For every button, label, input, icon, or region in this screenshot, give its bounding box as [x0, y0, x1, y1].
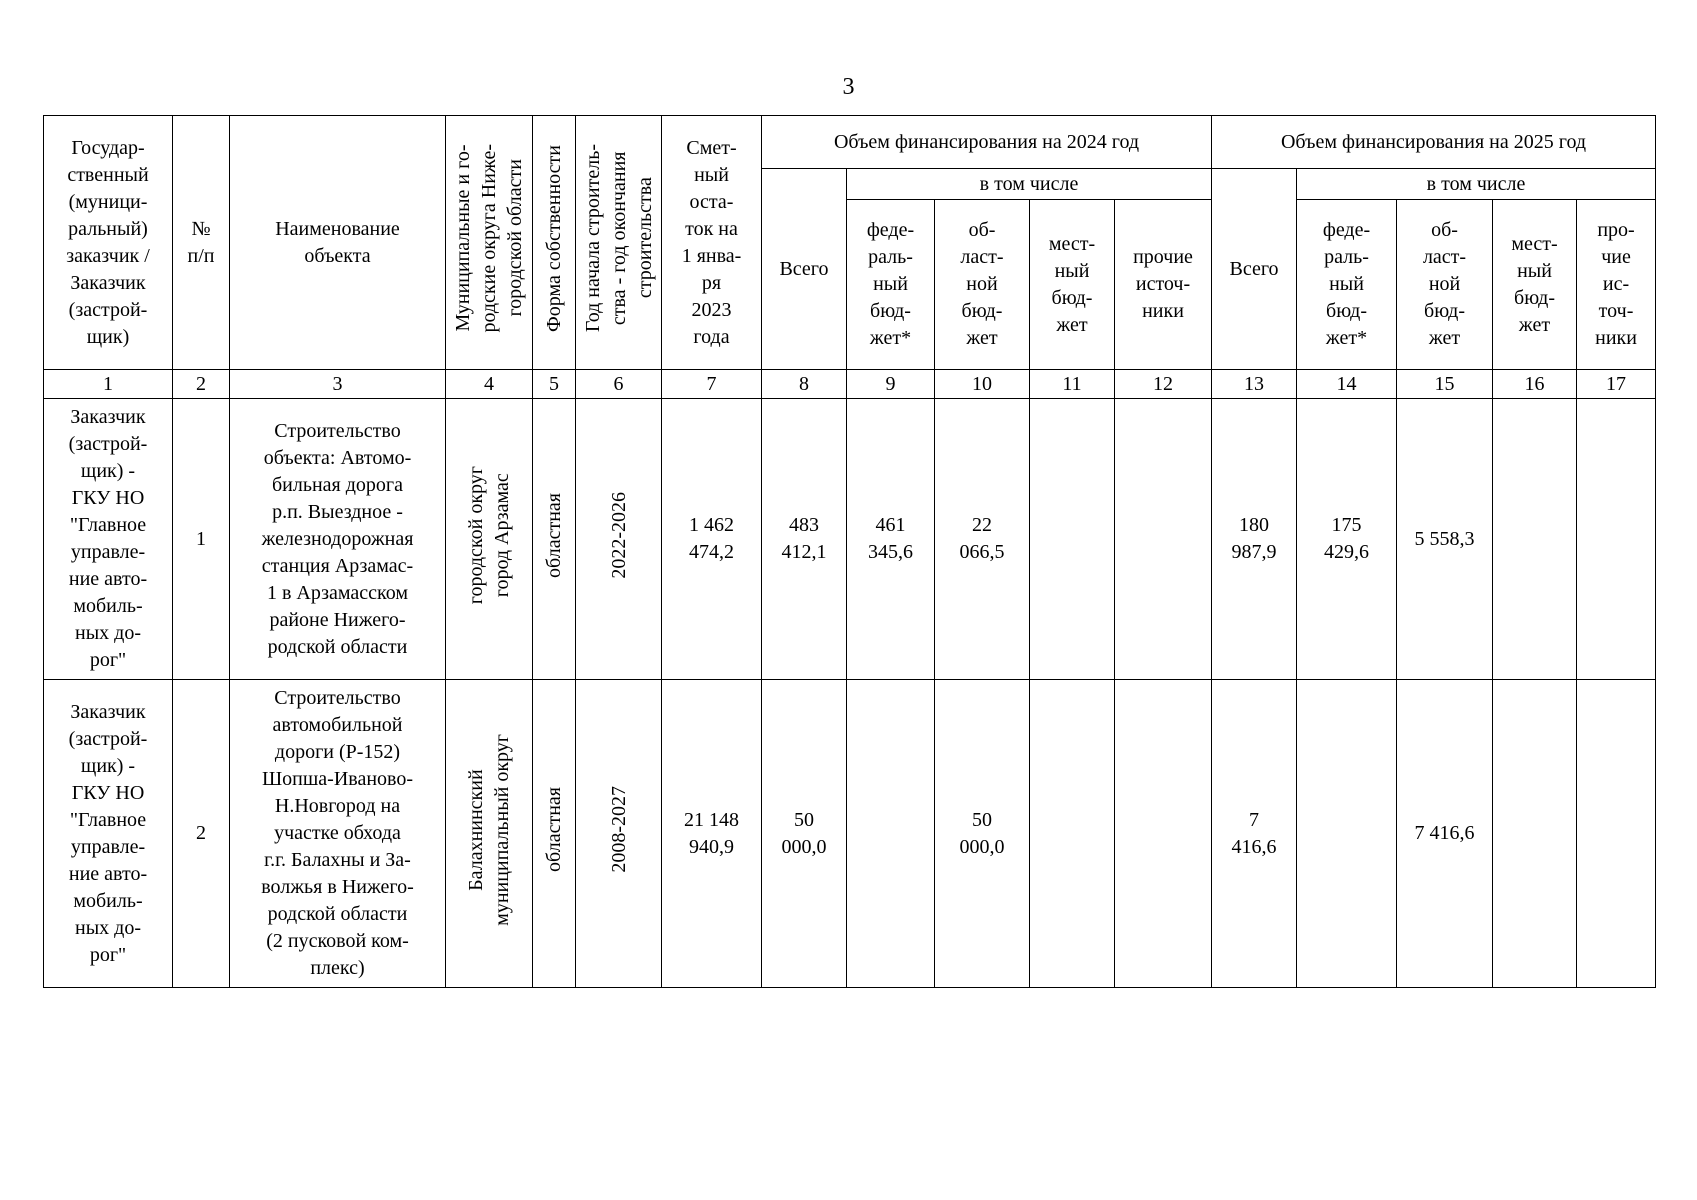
row-other-2025 [1577, 680, 1656, 988]
row-local-2025 [1493, 680, 1577, 988]
row-municipal-district: Балахнинский муниципальный округ [465, 733, 513, 926]
header-local-2024: мест- ный бюд- жет [1030, 200, 1115, 370]
header-object-name: Наименование объекта [230, 116, 446, 370]
row-local-2024 [1030, 399, 1115, 680]
column-number: 17 [1577, 370, 1656, 399]
table-row [44, 680, 1656, 988]
column-number: 10 [935, 370, 1030, 399]
header-construction-years: Год начала строитель- ства - год окончания строительства [582, 144, 656, 333]
column-number: 12 [1115, 370, 1212, 399]
header-customer: Государ- ственный (муници- pальный) заказчик / Заказчик (застрой- щик) [44, 116, 173, 370]
row-number: 1 [173, 399, 230, 680]
column-number: 4 [446, 370, 533, 399]
row-construction-years-cell [576, 399, 662, 680]
column-number: 2 [173, 370, 230, 399]
header-other-2024: прочие источ- ники [1115, 200, 1212, 370]
header-ownership-form: Форма собственности [543, 145, 565, 332]
row-number: 2 [173, 680, 230, 988]
row-ownership-form: областная [543, 492, 565, 578]
row-other-2025 [1577, 399, 1656, 680]
row-ownership-form-cell [533, 399, 576, 680]
row-estimated-balance: 1 462 474,2 [662, 399, 762, 680]
row-municipal-district-cell [446, 399, 533, 680]
row-construction-years-cell [576, 680, 662, 988]
row-federal-2025 [1297, 680, 1397, 988]
column-number: 16 [1493, 370, 1577, 399]
header-including-2025: в том числе [1297, 169, 1656, 200]
row-regional-2025: 5 558,3 [1397, 399, 1493, 680]
header-regional-2024: об- ласт- ной бюд- жет [935, 200, 1030, 370]
row-other-2024 [1115, 399, 1212, 680]
row-other-2024 [1115, 680, 1212, 988]
column-numbers-row [44, 370, 1656, 399]
header-number: № п/п [173, 116, 230, 370]
row-construction-years: 2008-2027 [607, 786, 630, 873]
construction-financing-table [43, 115, 1656, 988]
row-customer: Заказчик (застрой- щик) - ГКУ НО "Главное управле- ние авто- мобиль- ных до- рог" [44, 399, 173, 680]
header-construction-years-cell [576, 116, 662, 370]
row-regional-2024: 22 066,5 [935, 399, 1030, 680]
row-total-2025: 7 416,6 [1212, 680, 1297, 988]
header-regional-2025: об- ласт- ной бюд- жет [1397, 200, 1493, 370]
header-federal-2025: феде- раль- ный бюд- жет* [1297, 200, 1397, 370]
header-estimated-balance: Смет- ный оста- ток на 1 янва- ря 2023 года [662, 116, 762, 370]
row-construction-years: 2022-2026 [607, 491, 630, 579]
column-number: 8 [762, 370, 847, 399]
header-total-2025: Всего [1212, 169, 1297, 370]
header-financing-2025: Объем финансирования на 2025 год [1212, 116, 1656, 169]
row-federal-2024: 461 345,6 [847, 399, 935, 680]
column-number: 15 [1397, 370, 1493, 399]
header-financing-2024: Объем финансирования на 2024 год [762, 116, 1212, 169]
row-regional-2024: 50 000,0 [935, 680, 1030, 988]
header-other-2025: про- чие ис- точ- ники [1577, 200, 1656, 370]
column-number: 3 [230, 370, 446, 399]
column-number: 13 [1212, 370, 1297, 399]
row-object-name: Строительство автомобильной дороги (Р-152) Шопша-Иваново- Н.Новгород на участке обхода г.г. Балахны и За- волжья в Нижего- родской области (2 пусковой ком- плекс) [230, 680, 446, 988]
column-number: 5 [533, 370, 576, 399]
row-ownership-form-cell [533, 680, 576, 988]
header-including-2024: в том числе [847, 169, 1212, 200]
column-number: 14 [1297, 370, 1397, 399]
page-number: 3 [842, 74, 855, 100]
column-number: 11 [1030, 370, 1115, 399]
row-object-name: Строительство объекта: Автомо- бильная дорога р.п. Выездное - железнодорожная станция Арзамас- 1 в Арзамасском районе Нижего- родской области [230, 399, 446, 680]
row-municipal-district: городской округ город Арзамас [465, 465, 513, 605]
column-number: 6 [576, 370, 662, 399]
row-total-2024: 50 000,0 [762, 680, 847, 988]
row-federal-2024 [847, 680, 935, 988]
row-municipal-district-cell [446, 680, 533, 988]
row-total-2024: 483 412,1 [762, 399, 847, 680]
row-local-2025 [1493, 399, 1577, 680]
row-ownership-form: областная [543, 787, 565, 872]
column-number: 7 [662, 370, 762, 399]
header-municipal-district-cell [446, 116, 533, 370]
table-row [44, 399, 1656, 680]
row-federal-2025: 175 429,6 [1297, 399, 1397, 680]
row-regional-2025: 7 416,6 [1397, 680, 1493, 988]
row-local-2024 [1030, 680, 1115, 988]
header-local-2025: мест- ный бюд- жет [1493, 200, 1577, 370]
header-municipal-district: Муниципальные и го- родские округа Ниже- городской области [452, 144, 526, 333]
row-customer: Заказчик (застрой- щик) - ГКУ НО "Главное управле- ние авто- мобиль- ных до- рог" [44, 680, 173, 988]
column-number: 1 [44, 370, 173, 399]
row-estimated-balance: 21 148 940,9 [662, 680, 762, 988]
row-total-2025: 180 987,9 [1212, 399, 1297, 680]
header-total-2024: Всего [762, 169, 847, 370]
header-ownership-form-cell [533, 116, 576, 370]
header-federal-2024: феде- раль- ный бюд- жет* [847, 200, 935, 370]
column-number: 9 [847, 370, 935, 399]
